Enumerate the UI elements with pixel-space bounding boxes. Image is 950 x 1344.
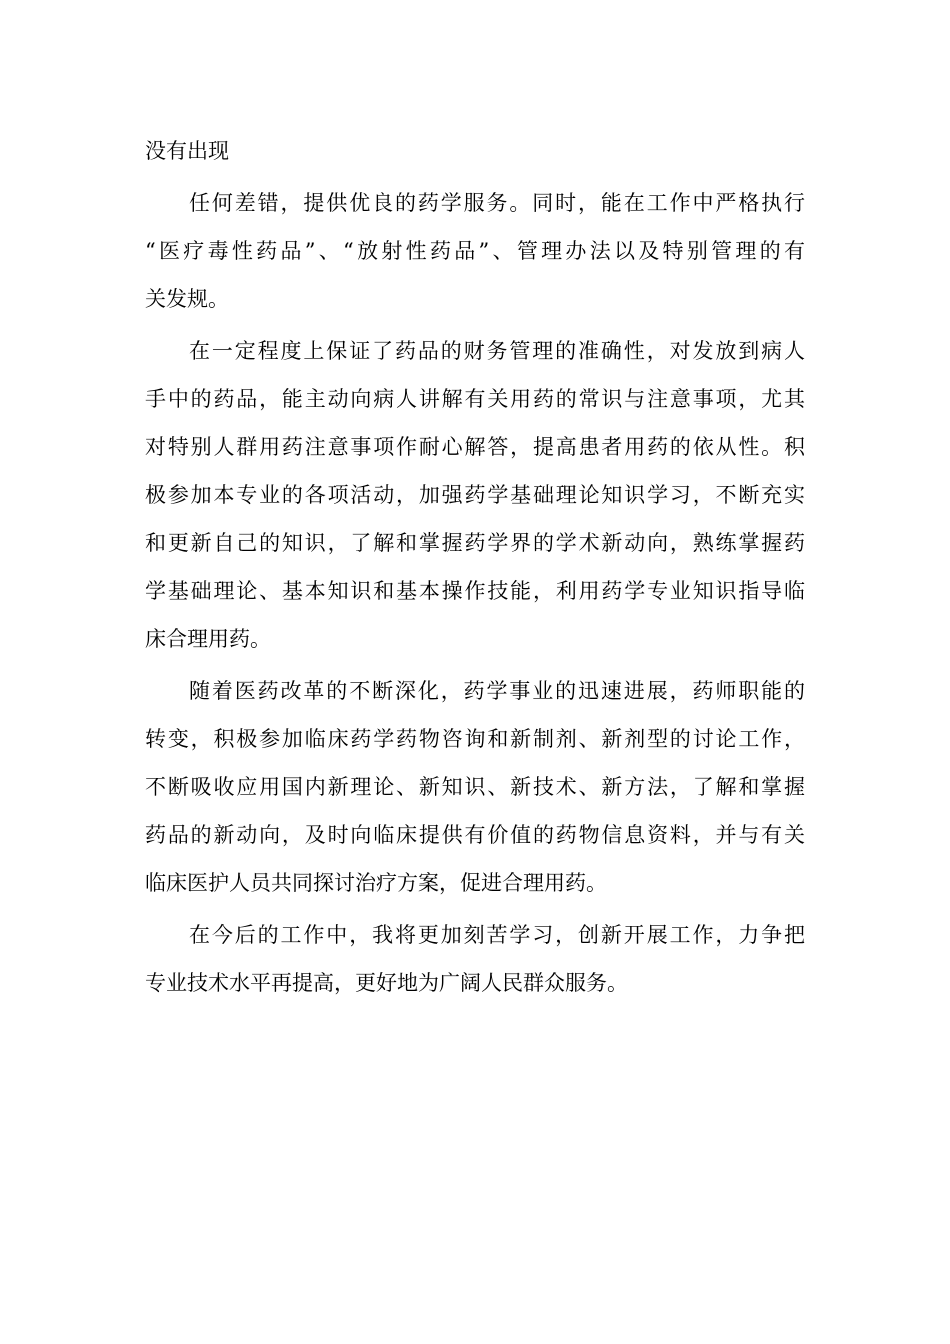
paragraph	[145, 179, 805, 323]
paragraph-line: 临床医护人员共同探讨治疗方案，促进合理用药。	[145, 871, 607, 895]
paragraph-line: 在今后的工作中，我将更加刻苦学习，创新开展工作，力争把	[189, 923, 805, 947]
paragraph-line: 手中的药品，能主动向病人讲解有关用药的常识与注意事项，尤其	[145, 387, 805, 411]
paragraph-line: 随着医药改革的不断深化，药学事业的迅速进展，药师职能的	[189, 679, 805, 703]
paragraph-line: 关发规。	[145, 287, 229, 311]
paragraph-line: 学基础理论、基本知识和基本操作技能，利用药学专业知识指导临	[145, 579, 805, 603]
paragraph	[145, 911, 805, 1007]
paragraph-line: 没有出现	[145, 139, 229, 163]
paragraph-line: 不断吸收应用国内新理论、新知识、新技术、新方法，了解和掌握	[145, 775, 805, 799]
paragraph	[145, 667, 805, 907]
document-body	[145, 127, 805, 1007]
paragraph	[145, 127, 805, 175]
paragraph-line: 任何差错，提供优良的药学服务。同时，能在工作中严格执行	[189, 191, 805, 215]
paragraph-line: 专业技术水平再提高，更好地为广阔人民群众服务。	[145, 971, 628, 995]
paragraph-line: 和更新自己的知识，了解和掌握药学界的学术新动向，熟练掌握药	[145, 531, 805, 555]
paragraph	[145, 327, 805, 663]
paragraph-line: “医疗毒性药品”、“放射性药品”、管理办法以及特别管理的有	[145, 239, 805, 263]
paragraph-line: 转变，积极参加临床药学药物咨询和新制剂、新剂型的讨论工作，	[145, 727, 805, 751]
paragraph-line: 药品的新动向，及时向临床提供有价值的药物信息资料，并与有关	[145, 823, 805, 847]
paragraph-line: 极参加本专业的各项活动，加强药学基础理论知识学习，不断充实	[145, 483, 805, 507]
paragraph-line: 在一定程度上保证了药品的财务管理的准确性，对发放到病人	[189, 339, 805, 363]
paragraph-line: 对特别人群用药注意事项作耐心解答，提高患者用药的依从性。积	[145, 435, 805, 459]
paragraph-line: 床合理用药。	[145, 627, 271, 651]
